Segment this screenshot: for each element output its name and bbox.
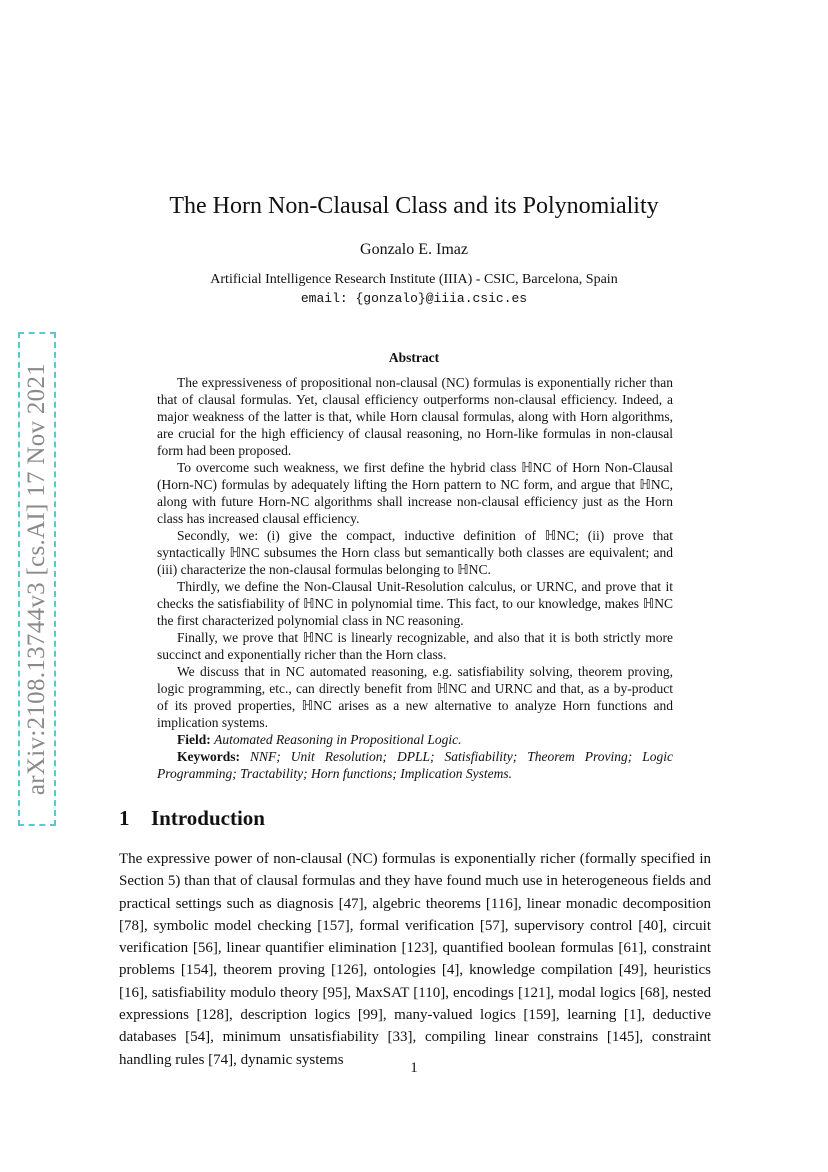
abstract-paragraph: Thirdly, we define the Non-Clausal Unit-Resolution calculus, or URNC, and prove that it checks the satisfiability of ℍNC in polynomial time. This fact, to our knowledge, makes ℍNC the first characterized polynomial class in NC reasoning. [157,579,673,628]
abstract-paragraph: Finally, we prove that ℍNC is linearly recognizable, and also that it is both strictly more succinct and exponentially richer than the Horn class. [157,630,673,662]
keywords-value: NNF; Unit Resolution; DPLL; Satisfiability; Theorem Proving; Logic Programming; Tractability; Horn functions; Implication Systems. [157,749,674,781]
arxiv-identifier-text: arXiv:2108.13744v3 [cs.AI] 17 Nov 2021 [23,362,50,796]
arxiv-identifier-stamp [18,332,56,826]
abstract-paragraph: To overcome such weakness, we first define the hybrid class ℍNC of Horn Non-Clausal (Horn-NC) formulas by adequately lifting the Horn pattern to NC form, and argue that ℍNC, along with future Horn-NC algorithms shall increase non-clausal efficiency just as the Horn class has increased clausal efficiency. [157,460,673,526]
abstract-body [157,374,673,782]
paper-title: The Horn Non-Clausal Class and its Polynomiality [169,193,659,219]
author-affiliation: Artificial Intelligence Research Institute (IIIA) - CSIC, Barcelona, Spain [210,272,618,287]
field-label: Field: [177,732,211,747]
abstract-paragraph: The expressiveness of propositional non-clausal (NC) formulas is exponentially richer than that of clausal formulas. Yet, clausal efficiency outperforms non-clausal efficiency. Indeed, a major weakness of the latter is that, while Horn clausal formulas, along with Horn algorithms, are crucial for the high efficiency of clausal reasoning, no Horn-like formulas in non-clausal form had been proposed. [157,375,673,458]
section-number: 1 [119,806,130,830]
section-heading [119,806,265,831]
introduction-paragraph: The expressive power of non-clausal (NC) formulas is exponentially richer (formally specified in Section 5) than that of clausal formulas and they have found much use in heterogeneous fields and practical settings such as diagnosis [47], algebric theorems [116], linear monadic decomposition [78], symbolic model checking [157], formal verification [57], supervisory control [40], circuit verification [56], linear quantifier elimination [123], quantified boolean formulas [61], constraint problems [154], theorem proving [126], ontologies [4], knowledge compilation [49], heuristics [16], satisfiability modulo theory [95], MaxSAT [110], encodings [121], modal logics [68], nested expressions [128], description logics [99], many-valued logics [159], learning [1], deductive databases [54], minimum unsatisfiability [33], compiling linear constrains [145], constraint handling rules [74], dynamic systems [119,851,711,1068]
abstract-heading: Abstract [388,350,440,365]
field-value: Automated Reasoning in Propositional Logic. [214,732,462,747]
abstract-paragraph: Secondly, we: (i) give the compact, inductive definition of ℍNC; (ii) prove that syntactically ℍNC subsumes the Horn class but semantically both classes are equivalent; and (iii) characterize the non-clausal formulas belonging to ℍNC. [157,528,673,577]
keywords-line [157,748,673,782]
author-email: email: {gonzalo}@iiia.csic.es [300,291,528,306]
author-name: Gonzalo E. Imaz [360,241,468,258]
abstract-paragraph: We discuss that in NC automated reasoning, e.g. satisfiability solving, theorem proving, logic programming, etc., can directly benefit from ℍNC and URNC and that, as a by-product of its proved properties, ℍNC arises as a new alternative to analyze Horn functions and implication systems. [157,664,673,730]
keywords-label: Keywords: [177,749,240,764]
section-title: Introduction [151,806,265,830]
page-number: 1 [410,1060,418,1076]
field-line [157,731,673,748]
